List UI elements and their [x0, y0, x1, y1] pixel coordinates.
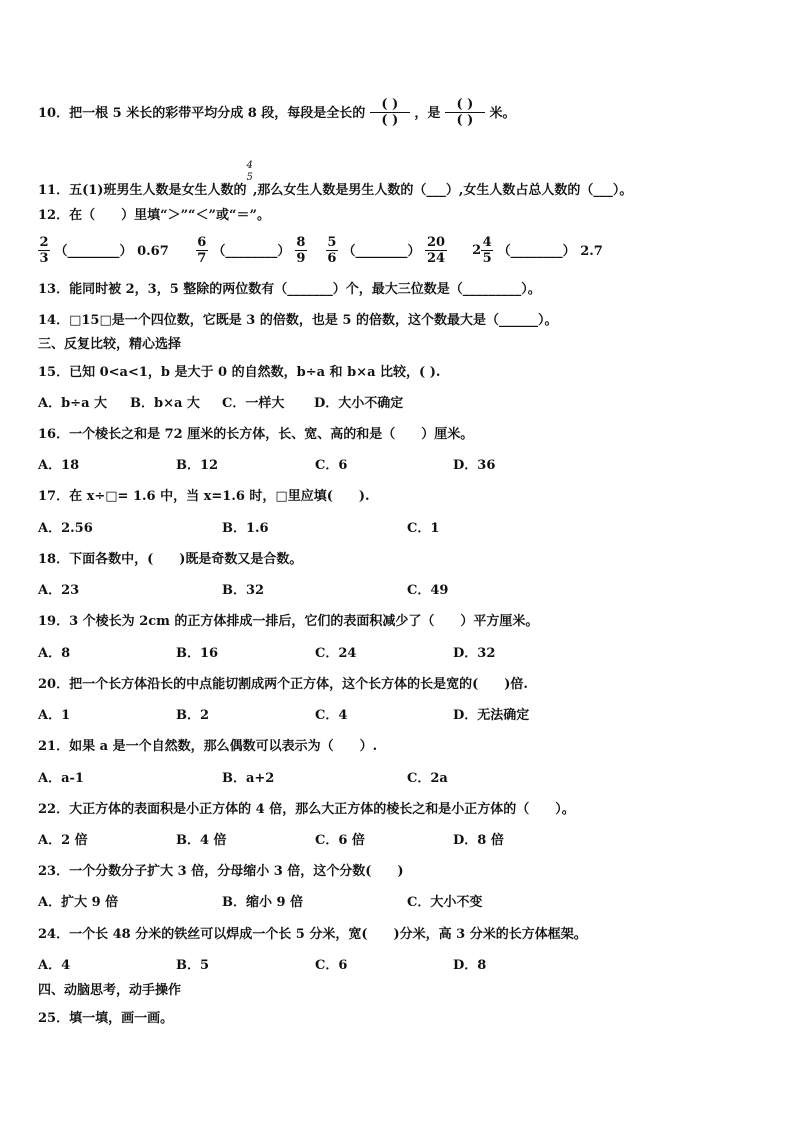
- q10-blank-numerator-2: ( ): [456, 97, 474, 112]
- q20-option-a: A．1: [38, 708, 71, 723]
- q17-option-c: C．1: [407, 521, 440, 536]
- q12-item-4-den: 5: [482, 251, 492, 266]
- q20-option-d: D．无法确定: [453, 708, 530, 723]
- question-14: 14．□15□是一个四位数，它既是 3 的倍数，也是 5 的倍数，这个数最大是（______）。: [38, 313, 558, 328]
- q15-option-b: B．b×a 大: [130, 396, 200, 411]
- section-3-heading: 三、反复比较，精心选择: [38, 337, 182, 352]
- q12-item-4-blank: （________）: [497, 244, 576, 259]
- q12-item-3-after-den: 24: [426, 251, 446, 266]
- q12-item-3-den: 6: [327, 251, 337, 266]
- q12-item-1-after: 0.67: [137, 244, 169, 259]
- q10-blank-fraction-2: [445, 97, 485, 128]
- q10-text-b: ，是: [414, 106, 441, 121]
- q11-fraction-den: 5: [246, 172, 253, 183]
- q10-text-c: 米。: [489, 106, 516, 121]
- q12-item-2-den: 7: [197, 251, 207, 266]
- q19-option-d: D．32: [453, 646, 496, 661]
- q15-option-d: D．大小不确定: [314, 396, 404, 411]
- q12-item-3-blank: （________）: [342, 244, 421, 259]
- question-19: 19．3 个棱长为 2cm 的正方体排成一排后，它们的表面积减少了（ ）平方厘米。: [38, 614, 539, 629]
- question-21: 21．如果 a 是一个自然数，那么偶数可以表示为（ ）.: [38, 739, 378, 754]
- q21-option-b: B．a+2: [222, 771, 275, 786]
- question-17: 17．在 x÷□= 1.6 中，当 x=1.6 时，□里应填( ).: [38, 489, 370, 504]
- q23-option-c: C．大小不变: [407, 895, 483, 910]
- q10-blank-denominator-2: ( ): [456, 113, 474, 128]
- q12-item-1-num: 2: [39, 235, 49, 250]
- question-16: 16．一个棱长之和是 72 厘米的长方体，长、宽、高的和是（ ）厘米。: [38, 427, 474, 442]
- q24-option-b: B．5: [176, 958, 210, 973]
- q21-option-c: C．2a: [407, 771, 448, 786]
- q10-blank-numerator-1: ( ): [381, 97, 399, 112]
- q20-option-b: B．2: [176, 708, 210, 723]
- q23-option-a: A．扩大 9 倍: [38, 895, 119, 910]
- section-4-heading: 四、动脑思考，动手操作: [38, 983, 182, 998]
- q18-option-c: C．49: [407, 583, 449, 598]
- q10-blank-denominator-1: ( ): [381, 113, 399, 128]
- question-11: [38, 160, 633, 199]
- q10-blank-fraction-1: [370, 97, 410, 128]
- q17-option-a: A．2.56: [38, 521, 93, 536]
- question-23: 23．一个分数分子扩大 3 倍，分母缩小 3 倍，这个分数( ): [38, 864, 404, 879]
- q12-comparisons: [38, 236, 603, 267]
- q12-item-1-fraction: [38, 235, 50, 266]
- q22-option-c: C．6 倍: [315, 833, 365, 848]
- q12-item-4-whole: 2: [472, 243, 482, 258]
- q22-option-b: B．4 倍: [176, 833, 227, 848]
- q19-option-c: C．24: [315, 646, 357, 661]
- q12-item-2-after-den: 9: [296, 251, 306, 266]
- q12-item-2-after-fraction: [295, 235, 307, 266]
- q12-item-2-fraction: [196, 235, 208, 266]
- q16-option-d: D．36: [453, 458, 496, 473]
- q12-item-1-blank: （________）: [54, 244, 133, 259]
- q21-option-a: A．a-1: [38, 771, 84, 786]
- q17-option-b: B．1.6: [222, 521, 269, 536]
- q11-fraction: [246, 160, 252, 184]
- question-15: 15．已知 0<a<1，b 是大于 0 的自然数，b÷a 和 b×a 比较，( ).: [38, 365, 441, 380]
- q11-text-a: 11．五(1)班男生人数是女生人数的: [38, 183, 247, 198]
- question-20: 20．把一个长方体沿长的中点能切割成两个正方体，这个长方体的长是宽的( )倍.: [38, 677, 528, 692]
- q12-item-3-after-fraction: [425, 235, 447, 266]
- q22-option-d: D．8 倍: [453, 833, 504, 848]
- q19-option-b: B．16: [176, 646, 219, 661]
- q12-item-1-den: 3: [39, 251, 49, 266]
- q12-item-2-after-num: 8: [296, 235, 306, 250]
- q18-option-a: A．23: [38, 583, 80, 598]
- q15-option-a: A．b÷a 大: [38, 396, 108, 411]
- q24-option-a: A．4: [38, 958, 71, 973]
- q12-item-2-blank: （________）: [212, 244, 291, 259]
- q12-item-4-after: 2.7: [580, 244, 603, 259]
- q16-option-c: C．6: [315, 458, 348, 473]
- q12-item-4-fraction: [481, 235, 493, 266]
- q10-text-a: 10．把一根 5 米长的彩带平均分成 8 段，每段是全长的: [38, 106, 366, 121]
- q22-option-a: A．2 倍: [38, 833, 88, 848]
- q12-item-2-num: 6: [197, 235, 207, 250]
- question-25: 25．填一填，画一画。: [38, 1011, 174, 1026]
- q11-text-b: ,那么女生人数是男生人数的（___）,女生人数占总人数的（___）。: [252, 183, 633, 198]
- question-10: [38, 98, 515, 129]
- q12-item-3-num: 5: [327, 235, 337, 250]
- q20-option-c: C．4: [315, 708, 348, 723]
- q12-item-3-fraction: [326, 235, 338, 266]
- q12-item-3-after-num: 20: [426, 235, 446, 250]
- question-13: 13．能同时被 2，3，5 整除的两位数有（_______）个，最大三位数是（_________）。: [38, 282, 541, 297]
- q23-option-b: B．缩小 9 倍: [222, 895, 304, 910]
- q16-option-a: A．18: [38, 458, 80, 473]
- question-24: 24．一个长 48 分米的铁丝可以焊成一个长 5 分米，宽( )分米，高 3 分米的长方体框架。: [38, 927, 587, 942]
- question-12: 12．在（ ）里填“＞”“＜”或“＝”。: [38, 208, 270, 223]
- q16-option-b: B．12: [176, 458, 219, 473]
- q19-option-a: A．8: [38, 646, 71, 661]
- q11-fraction-num: 4: [246, 160, 253, 171]
- q24-option-d: D．8: [453, 958, 487, 973]
- question-18: 18．下面各数中，( )既是奇数又是合数。: [38, 552, 303, 567]
- q18-option-b: B．32: [222, 583, 265, 598]
- question-22: 22．大正方体的表面积是小正方体的 4 倍，那么大正方体的棱长之和是小正方体的（ ）。: [38, 802, 575, 817]
- q15-option-c: C．一样大: [222, 396, 285, 411]
- q12-item-4-num: 4: [482, 235, 492, 250]
- q24-option-c: C．6: [315, 958, 348, 973]
